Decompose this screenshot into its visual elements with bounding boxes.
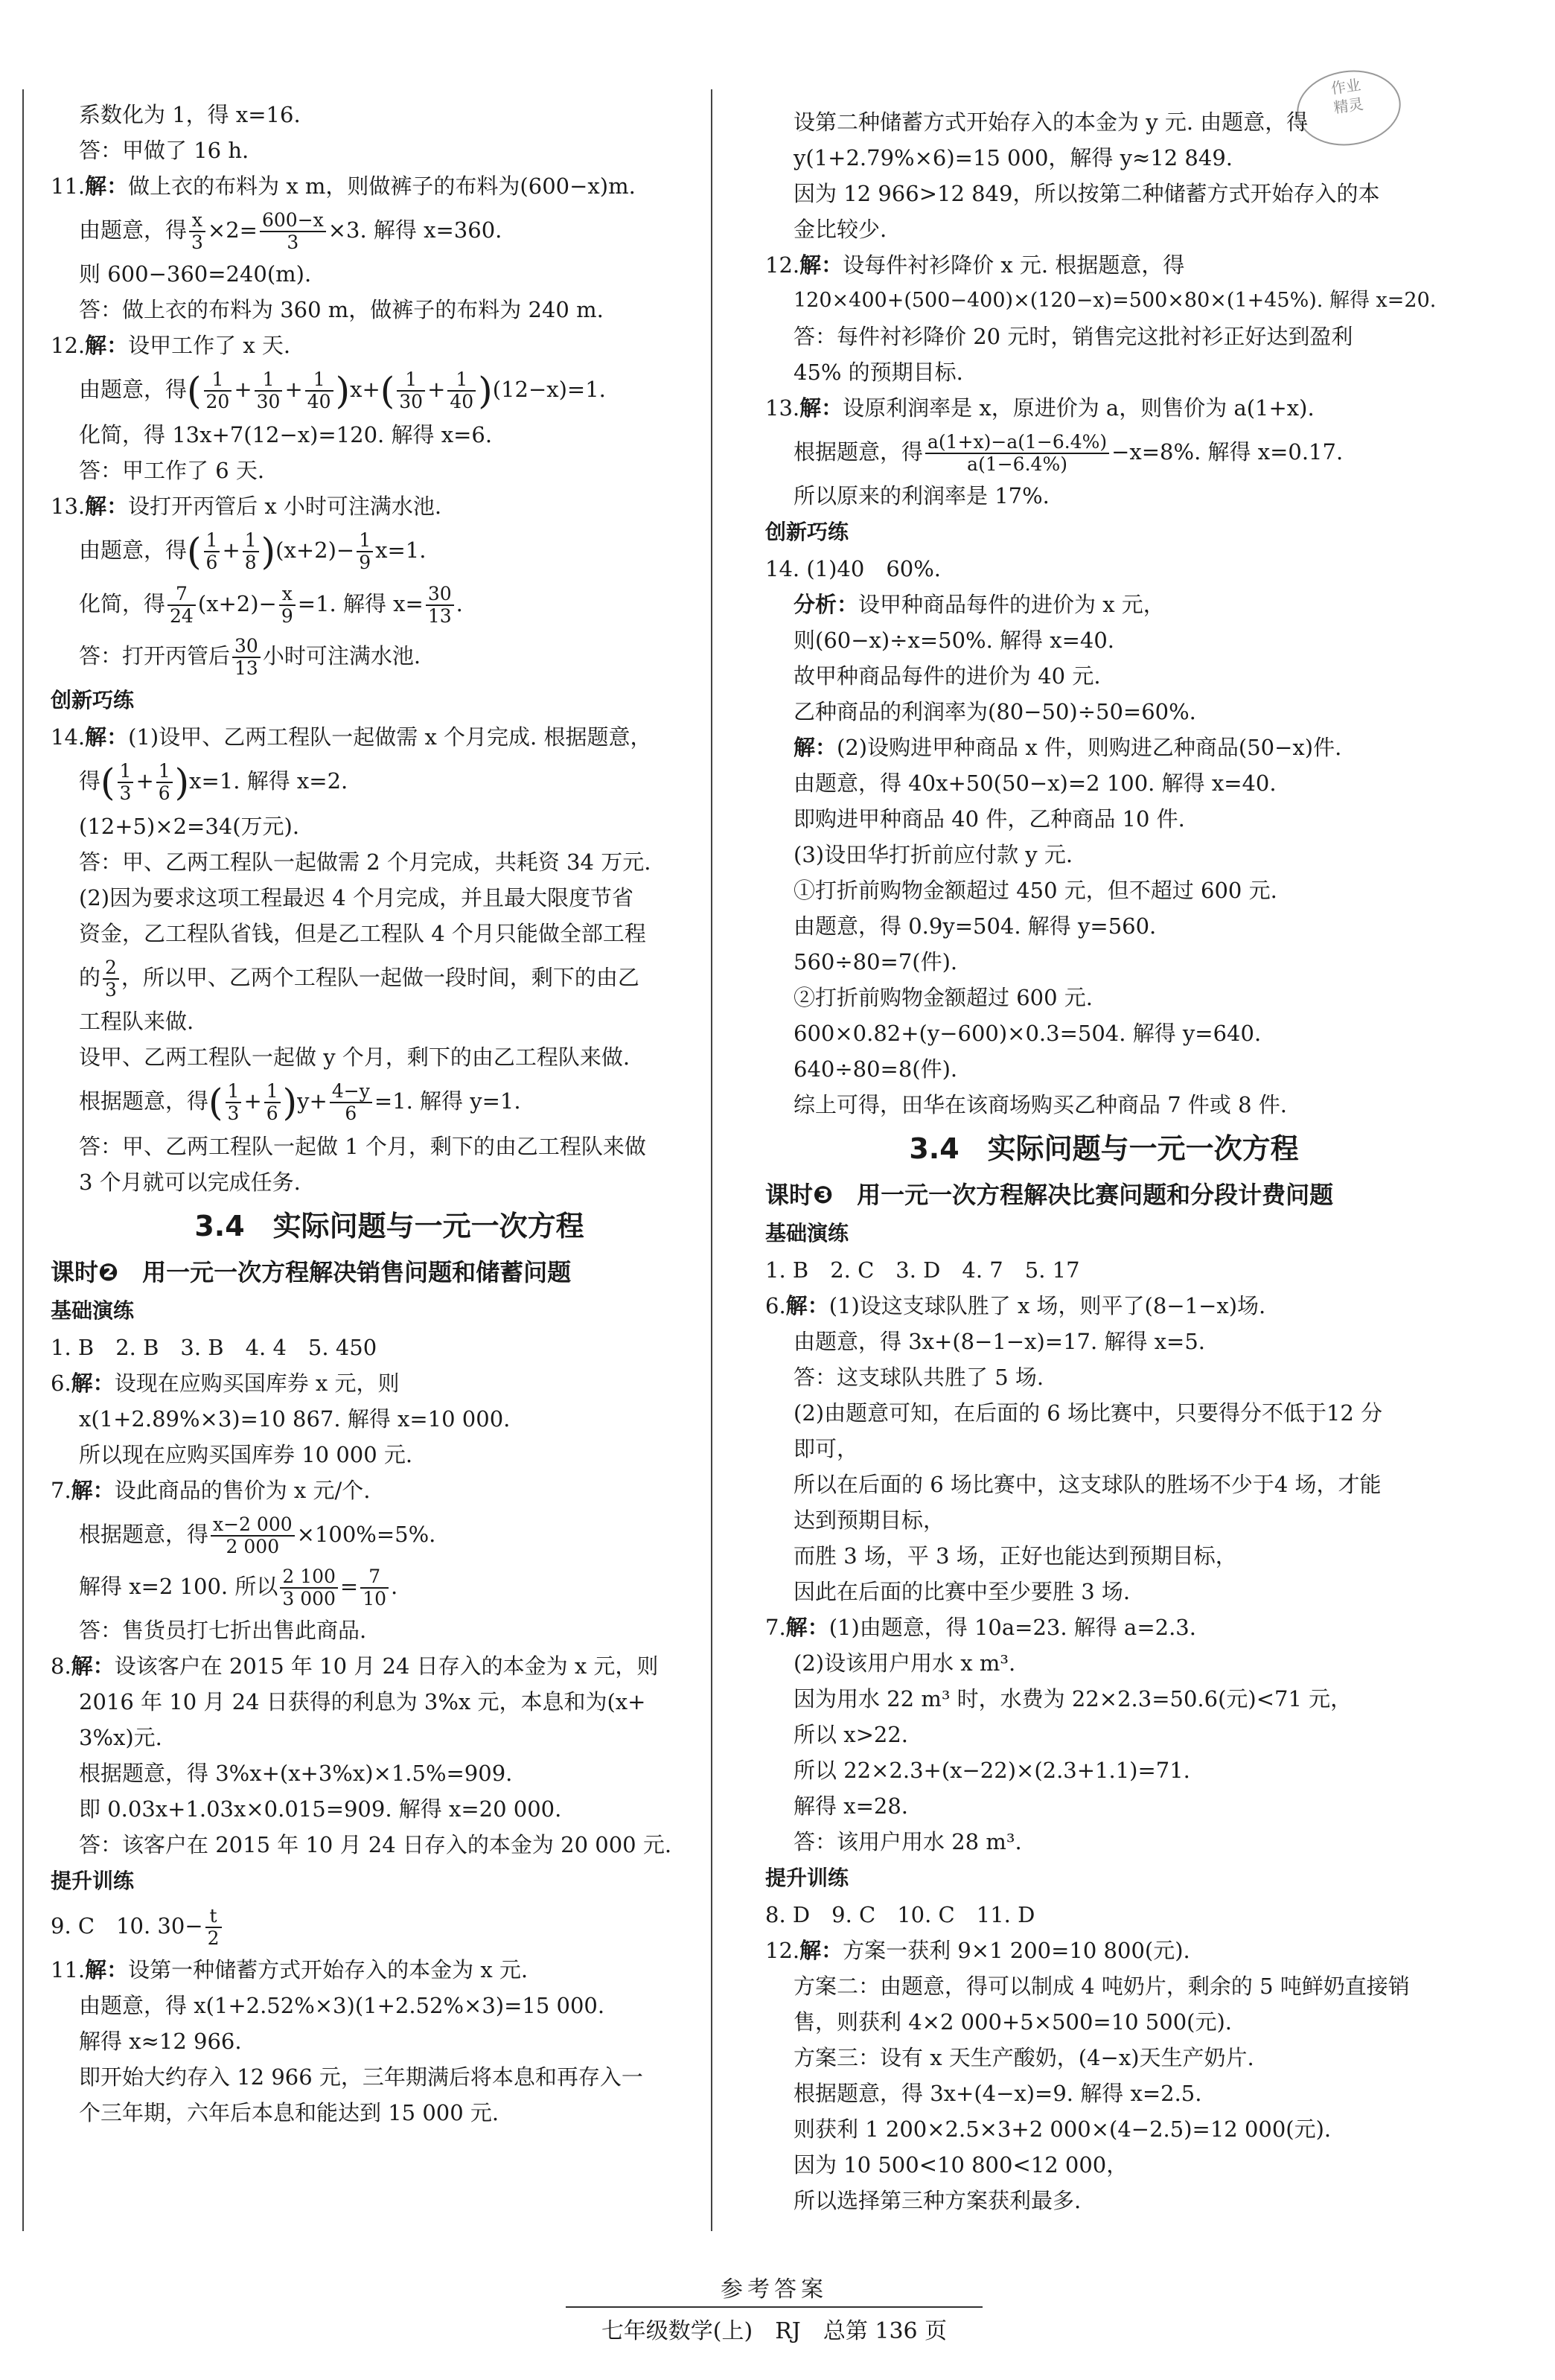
text-line: 方案二：由题意，得可以制成 4 吨奶片，剩余的 5 吨鲜奶直接销 (794, 1974, 1410, 1999)
text-line: 45% 的预期目标. (794, 360, 963, 385)
page-footer (566, 2271, 983, 2345)
text-line: 综上可得，田华在该商场购买乙种商品 7 件或 8 件. (794, 1092, 1287, 1117)
text-line: 120×400+(500−400)×(120−x)=500×80×(1+45%). 解得 x=20. (794, 289, 1437, 312)
watermark-stamp: 作业 精灵 (1292, 64, 1406, 153)
problem-11b: 11.解：设第一种储蓄方式开始存入的本金为 x 元. (51, 1957, 529, 1982)
text-line: 答：做上衣的布料为 360 m，做裤子的布料为 240 m. (79, 297, 604, 322)
problem-13: 13.解：设原利润率是 x，原进价为 a，则售价为 a(1+x). (765, 395, 1315, 421)
equation-line: 由题意，得( $\frac{1}{6}$ + $\frac{1}{8}$ )(x+2)− $\frac{1}{9}$ x=1. (79, 529, 427, 573)
text-line: 即 0.03x+1.03x×0.015=909. 解得 x=20 000. (79, 1796, 562, 1822)
equation-line: 由题意，得 $\frac{x}{3}$ ×2= $\frac{600-x}{3}$ ×3. 解得 x=360. (79, 209, 502, 253)
text-line: 所以选择第三种方案获利最多. (794, 2188, 1082, 2213)
problem-12b: 12.解：方案一获利 9×1 200=10 800(元). (765, 1938, 1190, 1963)
text-line: ②打折前购物金额超过 600 元. (794, 985, 1093, 1010)
problem-6: 6.解：设现在应购买国库券 x 元，则 (51, 1371, 400, 1396)
text-line: 3 个月就可以完成任务. (79, 1170, 301, 1195)
problem-14: 14.解：(1)设甲、乙两工程队一起做需 x 个月完成. 根据题意， (51, 724, 652, 750)
text-line: 答：售货员打七折出售此商品. (79, 1618, 367, 1643)
text-line: 即开始大约存入 12 966 元，三年期满后将本息和再存入一 (79, 2064, 643, 2090)
answer-line: 1. B 2. B 3. B 4. 4 5. 450 (51, 1335, 377, 1360)
text-line: 设甲、乙两工程队一起做 y 个月，剩下的由乙工程队来做. (79, 1044, 630, 1070)
problem-6: 6.解：(1)设这支球队胜了 x 场，则平了(8−1−x)场. (765, 1293, 1266, 1318)
text-line: 因为用水 22 m³ 时，水费为 22×2.3=50.6(元)<71 元， (794, 1686, 1353, 1711)
text-line: 2016 年 10 月 24 日获得的利息为 3%x 元，本息和为(x+ (79, 1689, 646, 1714)
equation-line: 解得 x=2 100. 所以 $\frac{2 100}{3 000}$ = $\frac{7}{10}$ . (79, 1566, 398, 1609)
answer-line: 8. D 9. C 10. C 11. D (765, 1902, 1035, 1927)
text-line: 即购进甲种商品 40 件，乙种商品 10 件. (794, 806, 1185, 832)
text-line: 系数化为 1，得 x=16. (79, 102, 301, 127)
text-line: 答：每件衬衫降价 20 元时，销售完这批衬衫正好达到盈利 (794, 324, 1353, 349)
text-line: 则获利 1 200×2.5×3+2 000×(4−2.5)=12 000(元). (794, 2116, 1332, 2142)
problem-14: 14. (1)40 60%. (765, 556, 941, 581)
text-line: 由题意，得 0.9y=504. 解得 y=560. (794, 913, 1157, 939)
text-line: 即可， (794, 1436, 859, 1461)
text-line: 解得 x=28. (794, 1793, 908, 1819)
text-line: 根据题意，得 3%x+(x+3%x)×1.5%=909. (79, 1761, 513, 1786)
equation-line: 由题意，得( $\frac{1}{20}$ + $\frac{1}{30}$ + $\frac{1}{40}$ )x+( $\frac{1}{30}$ + $\frac{1}{40}$ )(12−x)=1. (79, 369, 606, 412)
problem-7: 7.解：设此商品的售价为 x 元/个. (51, 1478, 371, 1503)
chapter-heading: 3.4 实际问题与一元一次方程 (194, 1210, 584, 1242)
text-line: 因为 10 500<10 800<12 000， (794, 2152, 1128, 2178)
text-line: x(1+2.89%×3)=10 867. 解得 x=10 000. (79, 1406, 511, 1432)
equation-line: 根据题意，得 $\frac{a(1+x)-a(1-6.4\%)}{a(1-6.4\%)}$ −x=8%. 解得 x=0.17. (794, 431, 1344, 475)
text-line: 则 600−360=240(m). (79, 261, 312, 287)
text-line: 答：甲、乙两工程队一起做需 2 个月完成，共耗资 34 万元. (79, 849, 651, 875)
text-line: ①打折前购物金额超过 450 元，但不超过 600 元. (794, 878, 1277, 903)
text-line: 金比较少. (794, 217, 887, 242)
text-line: (2)由题意可知，在后面的 6 场比赛中，只要得分不低于12 分 (794, 1400, 1383, 1426)
problem-12: 12.解：设甲工作了 x 天. (51, 333, 291, 358)
section-heading: 基础演练 (765, 1221, 849, 1245)
text-line: 所以 22×2.3+(x−22)×(2.3+1.1)=71. (794, 1758, 1190, 1783)
text-line: 资金，乙工程队省钱，但是乙工程队 4 个月只能做全部工程 (79, 921, 646, 946)
problem-8: 8.解：设该客户在 2015 年 10 月 24 日存入的本金为 x 元，则 (51, 1653, 659, 1679)
text-line: 答：甲、乙两工程队一起做 1 个月，剩下的由乙工程队来做 (79, 1134, 646, 1159)
text-line: 因为 12 966>12 849，所以按第二种储蓄方式开始存入的本 (794, 181, 1380, 206)
text-line: 所以原来的利润率是 17%. (794, 483, 1050, 508)
text-line: 答：甲做了 16 h. (79, 138, 249, 163)
text-line: 方案三：设有 x 天生产酸奶，(4−x)天生产奶片. (794, 2045, 1254, 2070)
lesson-heading: 课时❸ 用一元一次方程解决比赛问题和分段计费问题 (765, 1181, 1334, 1209)
text-line: 解：(2)设购进甲种商品 x 件，则购进乙种商品(50−x)件. (794, 735, 1342, 760)
problem-13: 13.解：设打开丙管后 x 小时可注满水池. (51, 494, 442, 519)
right-column (765, 104, 1443, 2218)
text-line: y(1+2.79%×6)=15 000，解得 y≈12 849. (794, 145, 1233, 170)
equation-line: 根据题意，得 $\frac{x-2 000}{2 000}$ ×100%=5%. (79, 1513, 436, 1557)
section-heading: 创新巧练 (51, 688, 135, 712)
text-line: 所以 x>22. (794, 1722, 908, 1747)
problem-7: 7.解：(1)由题意，得 10a=23. 解得 a=2.3. (765, 1615, 1196, 1640)
section-heading: 创新巧练 (765, 520, 849, 544)
text-line: 640÷80=8(件). (794, 1056, 958, 1082)
text-line: (3)设田华打折前应付款 y 元. (794, 842, 1073, 867)
problem-12: 12.解：设每件衬衫降价 x 元. 根据题意，得 (765, 252, 1185, 278)
text-line: 答：这支球队共胜了 5 场. (794, 1365, 1044, 1390)
text-line: 由题意，得 3x+(8−1−x)=17. 解得 x=5. (794, 1329, 1205, 1354)
equation-line: 得( $\frac{1}{3}$ + $\frac{1}{6}$ )x=1. 解得 x=2. (79, 760, 348, 804)
problem-11: 11.解：做上衣的布料为 x m，则做裤子的布料为(600−x)m. (51, 173, 636, 199)
text-line: (2)设该用户用水 x m³. (794, 1650, 1016, 1676)
text-line: 个三年期，六年后本息和能达到 15 000 元. (79, 2100, 499, 2125)
text-line: 工程队来做. (79, 1009, 194, 1034)
answer-line: 9. C 10. 30− $\frac{t}{2}$ (51, 1900, 728, 1952)
left-column (51, 97, 728, 2131)
answer-line: 1. B 2. C 3. D 4. 7 5. 17 (765, 1257, 1080, 1283)
section-heading: 基础演练 (51, 1298, 135, 1323)
equation-line: 答：打开丙管后 $\frac{30}{13}$ 小时可注满水池. (79, 635, 421, 679)
text-line: 达到预期目标， (794, 1508, 945, 1533)
text-line: 则(60−x)÷x=50%. 解得 x=40. (794, 628, 1115, 653)
text-line: 560÷80=7(件). (794, 949, 958, 974)
text-line: 因此在后面的比赛中至少要胜 3 场. (794, 1579, 1131, 1604)
equation-line: 的 $\frac{2}{3}$ ，所以甲、乙两个工程队一起做一段时间，剩下的由乙 (79, 957, 639, 1001)
text-line: 而胜 3 场，平 3 场，正好也能达到预期目标， (794, 1543, 1237, 1569)
text-line: 分析：设甲种商品每件的进价为 x 元， (794, 592, 1165, 617)
text-line: 3%x)元. (79, 1725, 162, 1750)
text-line: 所以在后面的 6 场比赛中，这支球队的胜场不少于4 场，才能 (794, 1472, 1382, 1497)
text-line: 解得 x≈12 966. (79, 2029, 242, 2054)
text-line: 化简，得 13x+7(12−x)=120. 解得 x=6. (79, 422, 493, 447)
left-margin-rule (22, 89, 24, 2231)
text-line: 根据题意，得 3x+(4−x)=9. 解得 x=2.5. (794, 2081, 1202, 2106)
section-heading: 提升训练 (51, 1869, 135, 1893)
footer-page-info: 七年级数学(上) RJ 总第 136 页 (601, 2318, 948, 2344)
footer-title: 参考答案 (566, 2271, 983, 2308)
text-line: 售，则获利 4×2 000+5×500=10 500(元). (794, 2009, 1233, 2035)
text-line: 答：甲工作了 6 天. (79, 458, 265, 483)
text-line: 答：该客户在 2015 年 10 月 24 日存入的本金为 20 000 元. (79, 1832, 672, 1857)
text-line: 由题意，得 x(1+2.52%×3)(1+2.52%×3)=15 000. (79, 1993, 605, 2018)
text-line: 乙种商品的利润率为(80−50)÷50=60%. (794, 699, 1196, 724)
text-line: (2)因为要求这项工程最迟 4 个月完成，并且最大限度节省 (79, 885, 633, 910)
text-line: 设第二种储蓄方式开始存入的本金为 y 元. 由题意，得 (794, 109, 1309, 135)
text-line: 所以现在应购买国库券 10 000 元. (79, 1442, 413, 1467)
chapter-heading: 3.4 实际问题与一元一次方程 (909, 1132, 1299, 1165)
lesson-heading: 课时❷ 用一元一次方程解决销售问题和储蓄问题 (51, 1258, 572, 1286)
text-line: 答：该用户用水 28 m³. (794, 1829, 1022, 1854)
text-line: 故甲种商品每件的进价为 40 元. (794, 663, 1101, 689)
equation-line: 根据题意，得( $\frac{1}{3}$ + $\frac{1}{6}$ )y+ $\frac{4-y}{6}$ =1. 解得 y=1. (79, 1080, 521, 1124)
text-line: 600×0.82+(y−600)×0.3=504. 解得 y=640. (794, 1021, 1262, 1046)
equation-line: 化简，得 $\frac{7}{24}$ (x+2)− $\frac{x}{9}$ =1. 解得 x= $\frac{30}{13}$ . (79, 583, 463, 627)
section-heading: 提升训练 (765, 1866, 849, 1890)
text-line: (12+5)×2=34(万元). (79, 814, 300, 839)
text-line: 由题意，得 40x+50(50−x)=2 100. 解得 x=40. (794, 771, 1277, 796)
